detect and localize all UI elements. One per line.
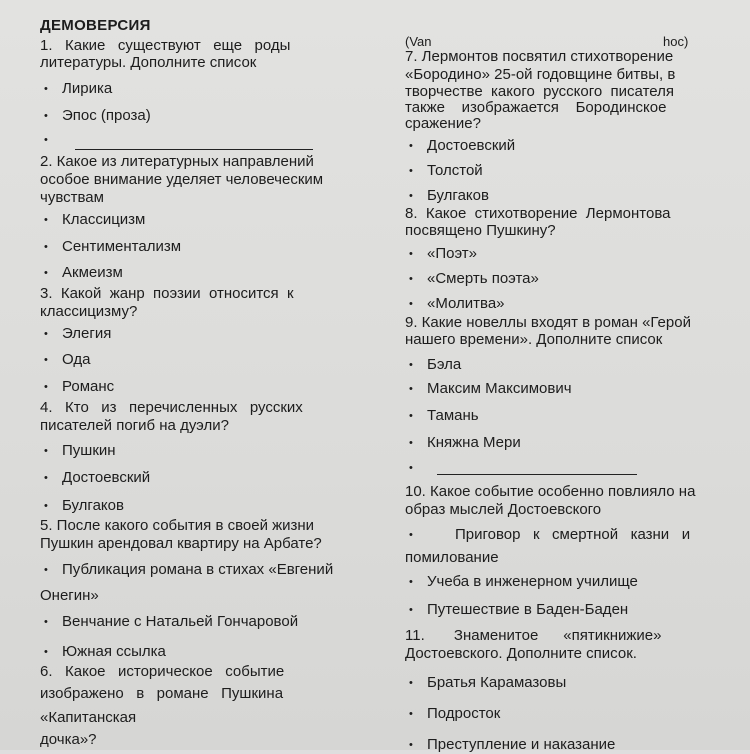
q7-option-1: • Достоевский [405,137,745,155]
q2-line3: чувствам [40,189,104,206]
q7-line2: «Бородино» 25-ой годовщине битвы, в [405,66,676,83]
q4-line1: 4. Кто из перечисленных русских [40,399,303,416]
q9-option-2: • Максим Максимович [405,380,745,398]
q8-line1: 8. Какое стихотворение Лермонтова [405,205,671,222]
q3-line1: 3. Какой жанр поэзии относится к [40,285,294,302]
q2-line1: 2. Какое из литературных направлений [40,153,314,170]
q4-line2: писателей погиб на дуэли? [40,417,229,434]
q1-option-1: • Лирика [40,80,370,98]
q10-option-1b: помилование [405,549,499,566]
q5-line2: Пушкин арендовал квартиру на Арбате? [40,535,322,552]
q10-line1: 10. Какое событие особенно повлияло на [405,483,696,500]
q7-option-2: • Толстой [405,162,745,180]
q2-line2: особое внимание уделяет человеческим [40,171,324,188]
q5-line1: 5. После какого события в своей жизни [40,517,315,534]
q9-line2: нашего времени». Дополните список [405,331,663,348]
q3-option-1: • Элегия [40,325,370,343]
q5-option-1b: Онегин» [40,587,99,604]
q2-option-3: • Акмеизм [40,264,370,282]
q5-option-2: • Венчание с Натальей Гончаровой [40,613,370,631]
q8-option-3: • «Молитва» [405,295,745,313]
q6-line2: изображено в романе Пушкина [40,685,284,702]
top-note-right: hoc) [663,34,689,49]
q9-option-1: • Бэла [405,356,745,374]
q9-line1: 9. Какие новеллы входят в роман «Герой [405,314,691,331]
q7-line4: также изображается Бородинское [405,99,667,116]
q11-line1: 11. Знаменитое «пятикнижие» [405,627,662,644]
q2-option-2: • Сентиментализм [40,238,370,256]
q6-line4: дочка»? [40,731,97,748]
q3-line2: классицизму? [40,303,138,320]
q11-option-1: • Братья Карамазовы [405,674,745,692]
q4-option-2: • Достоевский [40,469,370,487]
q7-line5: сражение? [405,115,481,132]
q5-option-1a: • Публикация романа в стихах «Евгений [40,561,370,579]
q8-line2: посвящено Пушкину? [405,222,556,239]
q5-option-3: • Южная ссылка [40,643,370,661]
q9-option-4: • Княжна Мери [405,434,745,452]
q8-option-2: • «Смерть поэта» [405,270,745,288]
q1-option-2: • Эпос (проза) [40,107,370,125]
q9-blank-line [437,474,637,475]
q3-option-2: • Ода [40,351,370,369]
q3-option-3: • Романс [40,378,370,396]
q4-option-3: • Булгаков [40,497,370,515]
q6-line3: «Капитанская [40,709,137,726]
q10-option-3: • Путешествие в Баден-Баден [405,601,745,619]
q10-line2: образ мыслей Достоевского [405,501,602,518]
q7-line3: творчестве какого русского писателя [405,83,674,100]
q11-option-3: • Преступление и наказание [405,736,745,754]
q1-line1: 1. Какие существуют еще роды [40,37,291,54]
q6-line1: 6. Какое историческое событие [40,663,285,680]
q1-line2: литературы. Дополните список [40,54,257,71]
q10-option-2: • Учеба в инженерном училище [405,573,745,591]
q10-option-1a: • Приговор к смертной казни и [405,526,745,544]
q7-line1: 7. Лермонтов посвятил стихотворение [405,48,674,65]
q9-option-3: • Тамань [405,407,745,425]
q4-option-1: • Пушкин [40,442,370,460]
q8-option-1: • «Поэт» [405,245,745,263]
doc-title: ДЕМОВЕРСИЯ [40,17,151,34]
q1-blank-line [75,149,313,150]
top-note-left: (Van [405,34,432,49]
q11-line2: Достоевского. Дополните список. [405,645,637,662]
q11-option-2: • Подросток [405,705,745,723]
q2-option-1: • Классицизм [40,211,370,229]
q7-option-3: • Булгаков [405,187,745,205]
